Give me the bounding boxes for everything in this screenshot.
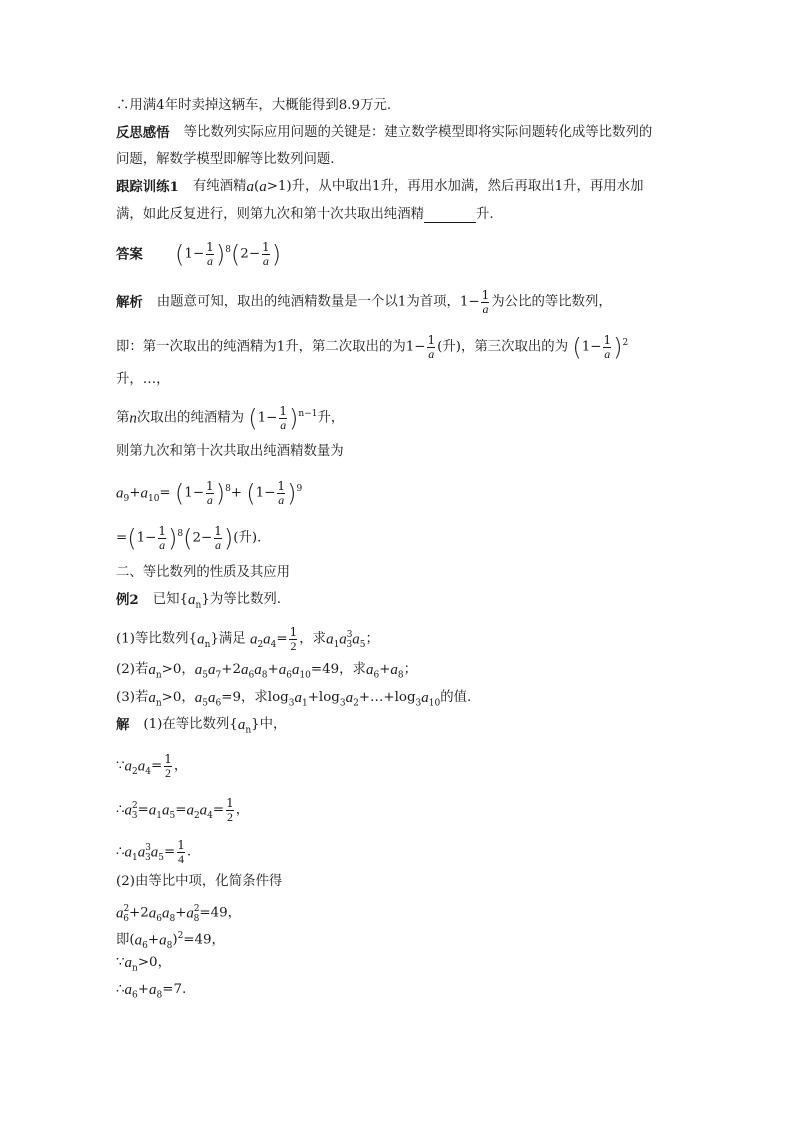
answer-label: 答案	[116, 246, 143, 263]
reflection-line: 反思感悟 等比数列实际应用问题的关键是：建立数学模型即将实际问题转化成等比数列的	[116, 125, 653, 141]
analysis-line-3: 升，…，	[116, 372, 170, 387]
solution-step-7: $\therefore a_6+a_8=7$.	[116, 982, 187, 1001]
answer-blank	[424, 208, 476, 223]
exercise-line-2: 满，如此反复进行，则第九次和第十次共取出纯酒精 升.	[116, 207, 494, 222]
section-title: 二、等比数列的性质及其应用	[116, 565, 291, 580]
example-label: 例2	[116, 592, 139, 608]
formula-result: =(1− $\frac{1}{a}$ )$^8$(2− $\frac{1}{a}$ )(升).	[116, 524, 262, 553]
analysis-line-2: 即：第一次取出的纯酒精为1升，第二次取出的为1− $\frac{1}{a}$ (升)，第三次取出的为 (1− $\frac{1}{a}$ )$^2$	[116, 333, 629, 362]
question-3: (3)若$a_n>0$，$a_5a_6=9$，求$\log_3a_1+\log_3a_2+\dots+\log_3a_{10}$的值.	[116, 690, 472, 709]
solution-step-3: $\therefore a_1a^3_3a_5=$ $\frac{1}{4}$ .	[116, 838, 192, 866]
reflection-line-2: 问题，解数学模型即解等比数列问题.	[116, 152, 335, 167]
exercise-line: 跟踪训练1 有纯酒精a(a>1)升，从中取出1升，再用水加满，然后再取出1升，再用水加	[116, 179, 644, 195]
example-intro: 例2 已知$\{a_n\}$为等比数列.	[116, 592, 282, 611]
question-2: (2)若$a_n>0$，$a_5a_7+2a_6a_8+a_6a_{10}=49$，求$a_6+a_8$；	[116, 662, 418, 681]
solution-step-5: 即$(a_6+a_8)^2=49$，	[116, 931, 225, 951]
solution-step-1: $\because a_2a_4=$ $\frac{1}{2}$ ，	[116, 752, 188, 780]
solution-step-2: $\therefore a^2_3=a_1a_5=a_2a_4=$ $\frac{1}{2}$ ，	[116, 796, 250, 824]
question-1: (1)等比数列$\{a_n\}$满足 $a_2a_4=$ $\frac{1}{2}$ ，求$a_1a^3_3a_5$；	[116, 625, 379, 653]
analysis-line-5: 则第九次和第十次共取出纯酒精数量为	[116, 444, 344, 459]
solution-step-6: $\because a_n>0$，	[116, 955, 171, 974]
solution-part-2: (2)由等比中项，化简条件得	[116, 874, 283, 889]
conclusion-line: ∴用满4年时卖掉这辆车，大概能得到8.9万元.	[116, 98, 392, 113]
analysis-line-1: 解析 由题意可知，取出的纯酒精数量是一个以1为首项，1− $\frac{1}{a}$ 为公比的等比数列，	[116, 288, 612, 316]
solution-line-1: 解 (1)在等比数列$\{a_n\}$中，	[116, 717, 287, 736]
reflection-label: 反思感悟	[116, 125, 170, 141]
formula-sum: $a_9+a_{10}= (1-$ $\frac{1}{a}$ )$^8$+ (1− $\frac{1}{a}$ )$^9$	[116, 479, 303, 508]
solution-label: 解	[116, 717, 130, 733]
answer-line: 答案 (1− $\frac{1}{a}$ )$^8$(2− $\frac{1}{a}$ )	[116, 240, 282, 269]
solution-step-4: $a^2_6+2a_6a_8+a^2_8=49$，	[116, 904, 242, 924]
analysis-line-4: 第n次取出的纯酒精为 (1− $\frac{1}{a}$ )$^{n-1}$升，	[116, 404, 345, 433]
analysis-label: 解析	[116, 294, 143, 311]
exercise-label: 跟踪训练1	[116, 179, 179, 195]
